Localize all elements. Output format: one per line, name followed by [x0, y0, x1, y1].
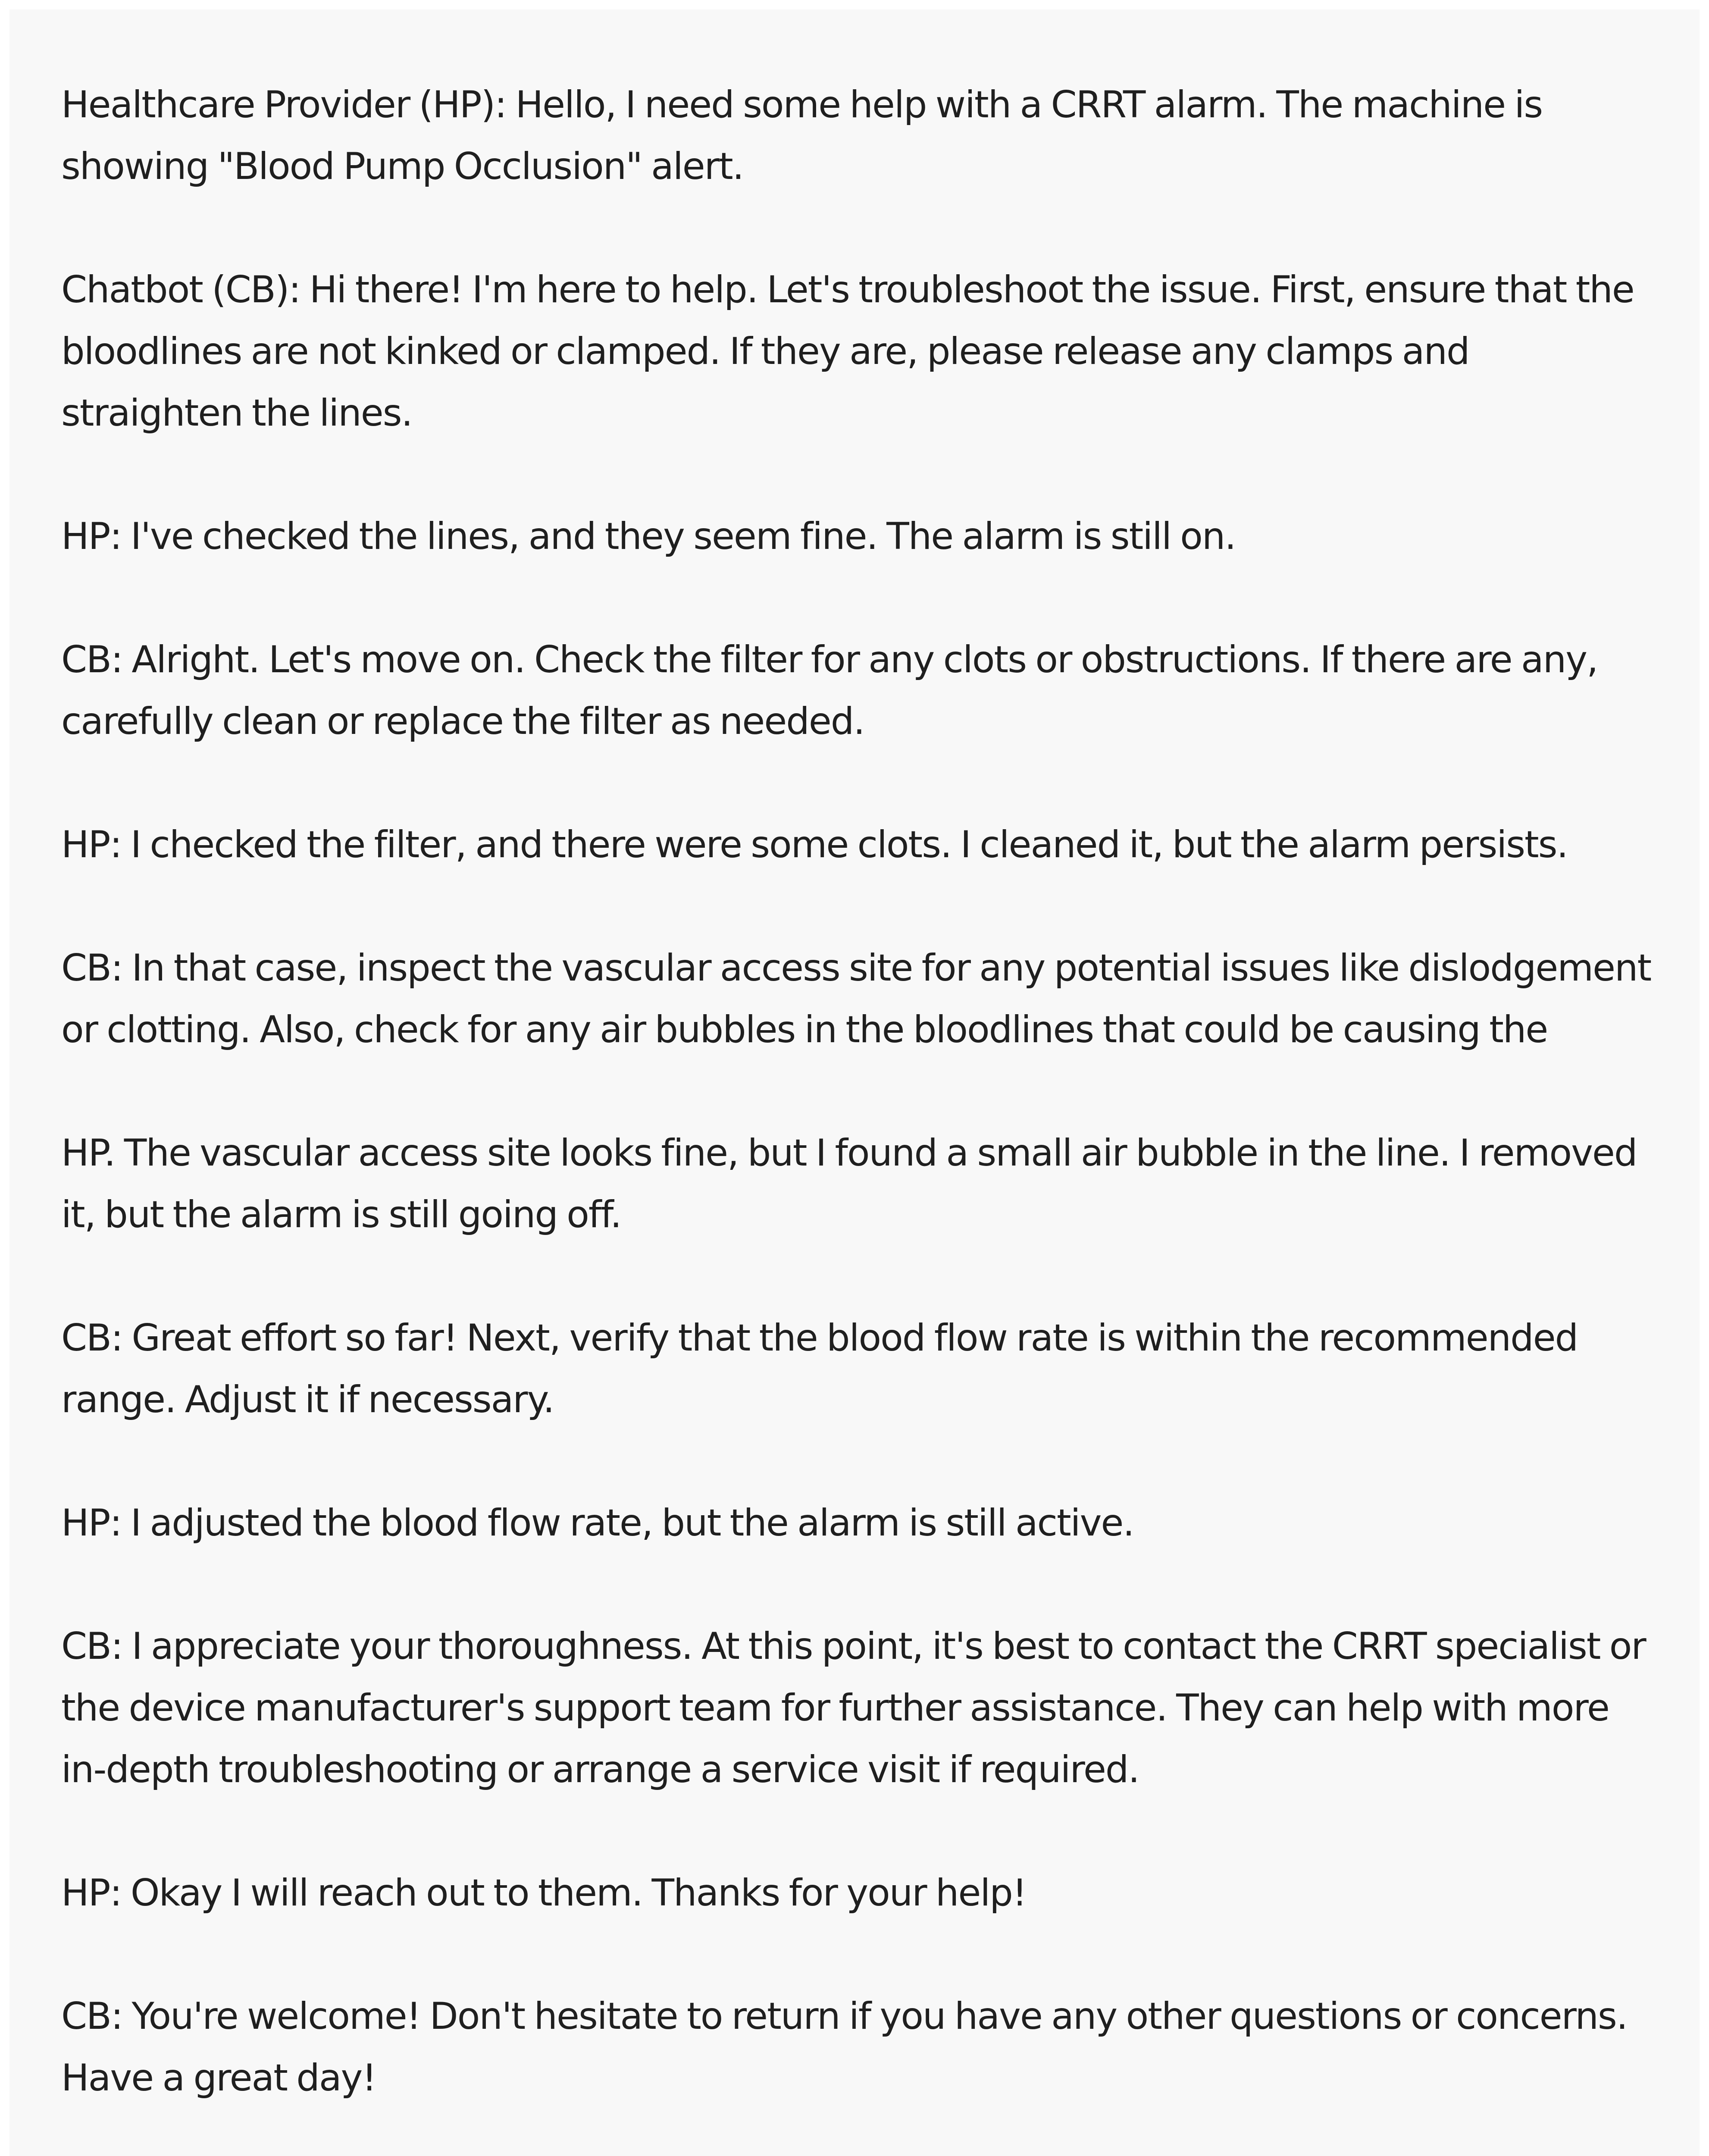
document-page [9, 9, 1700, 2156]
cb-message: Chatbot (CB): Hi there! I'm here to help. Let's troubleshoot the issue. First, ensure that the bloodlines are not kinked or clamped. If they are, please release any clamps and straighten the lines. [61, 268, 1634, 435]
hp-message: HP: I adjusted the blood flow rate, but the alarm is still active. [61, 1501, 1134, 1545]
cb-message: CB: You're welcome! Don't hesitate to return if you have any other questions or concerns. Have a great day! [61, 1995, 1628, 2100]
chat-transcript [61, 74, 1656, 2109]
hp-message: HP. The vascular access site looks fine, but I found a small air bubble in the line. I removed it, but the alarm is still going off. [61, 1131, 1637, 1236]
hp-message: HP: I've checked the lines, and they seem fine. The alarm is still on. [61, 515, 1236, 558]
cb-message: CB: In that case, inspect the vascular access site for any potential issues like dislodgement or clotting. Also, check for any air bubbles in the bloodlines that could be causing the [61, 946, 1651, 1051]
cb-message: CB: I appreciate your thoroughness. At this point, it's best to contact the CRRT specialist or the device manufacturer's support team for further assistance. They can help with more in-depth troubleshooting or arrange a service visit if required. [61, 1625, 1646, 1791]
cb-message: CB: Great effort so far! Next, verify that the blood flow rate is within the recommended range. Adjust it if necessary. [61, 1316, 1578, 1421]
cb-message: CB: Alright. Let's move on. Check the filter for any clots or obstructions. If there are any, carefully clean or replace the filter as needed. [61, 638, 1598, 743]
hp-message: HP: I checked the filter, and there were some clots. I cleaned it, but the alarm persists. [61, 823, 1568, 866]
hp-message: Healthcare Provider (HP): Hello, I need some help with a CRRT alarm. The machine is showing "Blood Pump Occlusion" alert. [61, 83, 1543, 188]
hp-message: HP: Okay I will reach out to them. Thanks for your help! [61, 1871, 1027, 1915]
